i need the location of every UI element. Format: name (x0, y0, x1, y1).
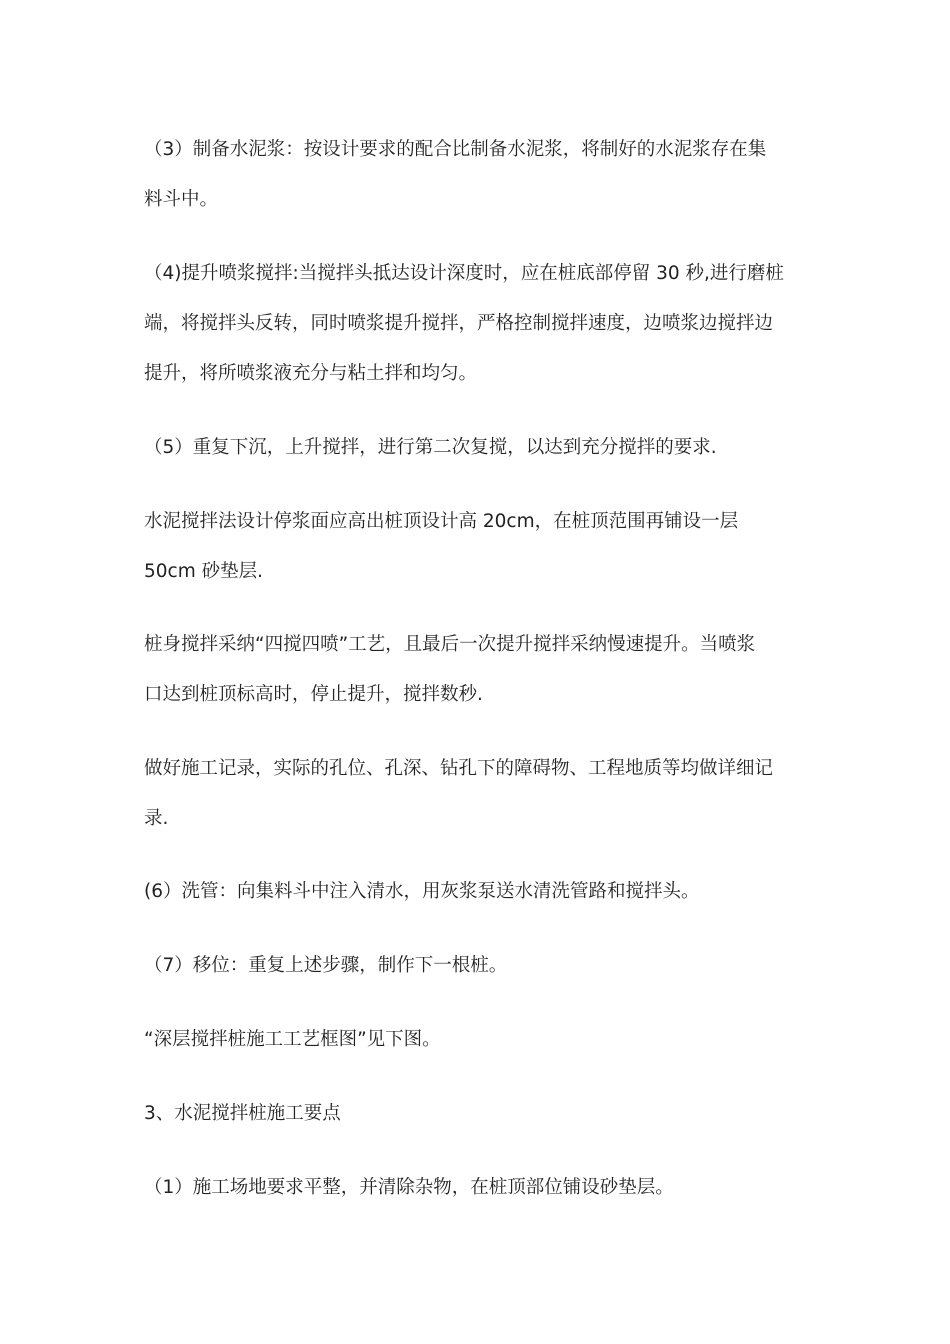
text-line: 50cm 砂垫层. (144, 561, 263, 582)
text-line: 提升，将所喷浆液充分与粘土拌和均匀。 (144, 363, 478, 384)
text-line: （3）制备水泥浆：按设计要求的配合比制备水泥浆，将制好的水泥浆存在集 (144, 139, 767, 160)
text-line: （4)提升喷浆搅拌:当搅拌头抵达设计深度时，应在桩底部停留 30 秒,进行磨桩 (144, 263, 784, 284)
text-line: （7）移位：重复上述步骤，制作下一根桩。 (144, 955, 508, 976)
text-line: 录. (144, 808, 169, 829)
section-heading: 3、水泥搅拌桩施工要点 (144, 1103, 341, 1124)
text-line: （5）重复下沉，上升搅拌，进行第二次复搅，以达到充分搅拌的要求. (144, 437, 717, 458)
text-line: 做好施工记录，实际的孔位、孔深、钻孔下的障碍物、工程地质等均做详细记 (144, 758, 774, 779)
text-line: 端，将搅拌头反转，同时喷浆提升搅拌，严格控制搅拌速度，边喷浆边搅拌边 (144, 313, 774, 334)
text-line: “深层搅拌桩施工工艺框图”见下图。 (144, 1029, 441, 1050)
text-line: (6）洗管：向集料斗中注入清水，用灰浆泵送水清洗管路和搅拌头。 (144, 881, 700, 902)
text-line: 桩身搅拌采纳“四搅四喷”工艺，且最后一次提升搅拌采纳慢速提升。当喷浆 (144, 634, 756, 655)
text-line: 料斗中。 (144, 189, 219, 210)
text-line: （1）施工场地要求平整，并清除杂物，在桩顶部位铺设砂垫层。 (144, 1177, 674, 1198)
text-line: 口达到桩顶标高时，停止提升，搅拌数秒. (144, 684, 483, 705)
text-line: 水泥搅拌法设计停浆面应高出桩顶设计高 20cm，在桩顶范围再铺设一层 (144, 511, 739, 532)
